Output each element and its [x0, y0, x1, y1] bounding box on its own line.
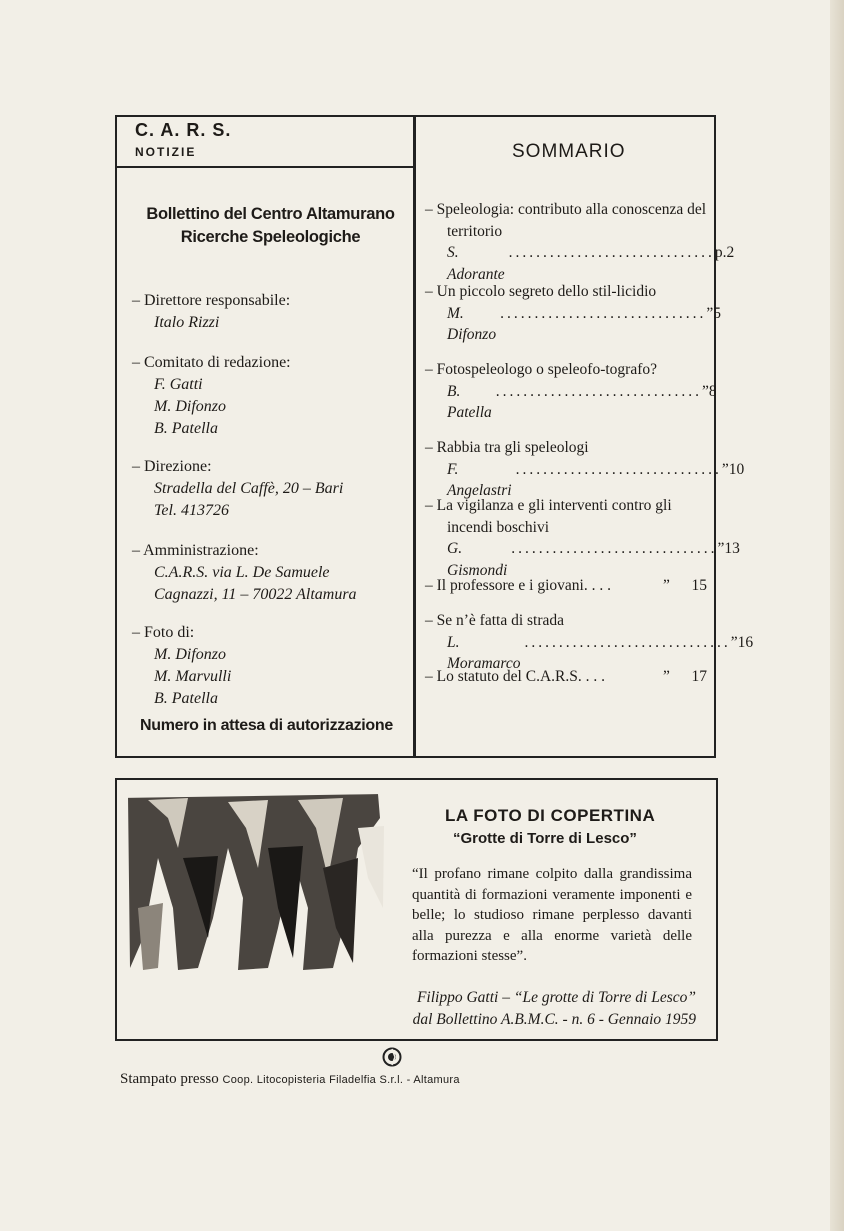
direction-label: – Direzione: — [132, 458, 212, 475]
direction-address: Stradella del Caffè, 20 – Bari — [154, 480, 344, 497]
cover-citation: Filippo Gatti – “Le grotte di Torre di Lesco” — [416, 989, 696, 1006]
page-edge — [830, 0, 844, 1231]
toc-page: 16 — [737, 633, 754, 651]
toc-page-prefix: ” — [717, 540, 725, 557]
toc-page-prefix: ” — [706, 304, 714, 322]
toc-author: G. Gismondi — [447, 540, 508, 579]
photo-credits-block — [132, 622, 231, 710]
printer-credit — [120, 1071, 460, 1088]
toc-entry: – Fotospeleologo o speleofo-tografo? B. Patella .............................. ” 8 — [425, 359, 707, 424]
toc-page: 15 — [691, 577, 707, 594]
admin-address: Cagnazzi, 11 – 70022 Altamura — [154, 586, 357, 603]
toc-title: – Il professore e i giovani. . . . — [425, 577, 611, 594]
admin-block — [132, 540, 357, 606]
bulletin-line: Bollettino del Centro Altamurano — [146, 205, 395, 223]
cave-photo — [118, 788, 386, 973]
toc-entry — [425, 666, 707, 688]
toc-author: F. Angelastri — [447, 460, 512, 499]
toc-entry: – Un piccolo segreto dello stil-licidio M. Difonzo .............................. ” 5 — [425, 281, 707, 346]
toc-page: 17 — [691, 668, 707, 685]
toc-title: – Un piccolo segreto dello stil-licidio — [425, 283, 657, 300]
toc-author: L. Moramarco — [447, 633, 521, 672]
printer-name: Coop. Litocopisteria Filadelfia S.r.l. - Altamura — [222, 1074, 460, 1086]
toc-entry — [425, 575, 707, 597]
photo-label: – Foto di: — [132, 624, 195, 641]
cover-quote: “Il profano rimane colpito dalla grandissima quantità di formazioni veramente imponenti e belle; lo studioso rimane perplesso davanti alla purezza e alla enorme varietà delle formazioni stesse”. — [412, 866, 692, 964]
section-label: NOTIZIE — [135, 145, 197, 159]
toc-page-prefix: ” — [721, 460, 729, 478]
printed-label: Stampato presso — [120, 1071, 219, 1087]
toc-title: – Fotospeleologo o speleofo-tografo? — [425, 361, 658, 378]
cover-subtitle: “Grotte di Torre di Lesco” — [453, 830, 637, 847]
committee-member: F. Gatti — [154, 376, 203, 393]
admin-label: – Amministrazione: — [132, 542, 259, 559]
committee-member: M. Difonzo — [154, 398, 226, 415]
toc-title: – Se n’è fatta di strada — [425, 612, 565, 629]
toc-author: M. Difonzo — [447, 304, 497, 343]
toc-entry: – La vigilanza e gli interventi contro gli incendi boschivi G. Gismondi .............................. ” 13 — [425, 495, 707, 581]
direction-phone: Tel. 413726 — [154, 502, 229, 519]
toc-title: – Speleologia: contributo alla conoscenza del territorio — [425, 201, 707, 240]
toc-page-prefix: ” — [663, 577, 670, 594]
committee-label: – Comitato di redazione: — [132, 354, 291, 371]
director-label: – Direttore responsabile: — [132, 292, 291, 309]
toc-entry: – Se n’è fatta di strada L. Moramarco .............................. ” 16 — [425, 610, 707, 675]
committee-member: B. Patella — [154, 420, 218, 437]
toc-entry: – Rabbia tra gli speleologi F. Angelastri .............................. ” 10 — [425, 437, 707, 502]
toc-title: – Rabbia tra gli speleologi — [425, 439, 589, 456]
toc-page: 10 — [728, 460, 745, 478]
bulletin-line: Ricerche Speleologiche — [180, 228, 361, 246]
toc-page: 8 — [708, 382, 717, 400]
bulletin-name — [128, 203, 413, 249]
toc-title: – La vigilanza e gli interventi contro gli incendi boschivi — [425, 497, 672, 536]
director-name: Italo Rizzi — [154, 314, 220, 331]
authorization-notice: Numero in attesa di autorizzazione — [140, 717, 393, 734]
cover-title: LA FOTO DI COPERTINA — [445, 806, 656, 825]
toc-entry: – Speleologia: contributo alla conoscenza del territorio S. Adorante .............................. p. 2 — [425, 199, 707, 285]
toc-heading: SOMMARIO — [512, 141, 626, 162]
photographer: M. Marvulli — [154, 668, 232, 685]
cover-citation-source: dal Bollettino A.B.M.C. - n. 6 - Gennaio 1959 — [412, 1011, 696, 1028]
toc-page: 13 — [724, 540, 740, 557]
toc-title: – Lo statuto del C.A.R.S. . . . — [425, 668, 605, 685]
toc-page: 5 — [713, 304, 721, 322]
photographer: B. Patella — [154, 690, 218, 707]
toc-page-prefix: ” — [730, 633, 738, 651]
committee-block — [132, 352, 291, 440]
toc-page: 2 — [726, 244, 735, 261]
printer-logo-icon — [382, 1047, 402, 1067]
toc-page-prefix: ” — [663, 668, 670, 685]
org-title: C. A. R. S. — [135, 120, 232, 140]
toc-page-prefix: ” — [702, 382, 709, 400]
photographer: M. Difonzo — [154, 646, 226, 663]
toc-author: S. Adorante — [447, 244, 505, 283]
toc-author: B. Patella — [447, 382, 492, 421]
director-block — [132, 290, 290, 334]
direction-block — [132, 456, 343, 522]
toc-page-prefix: p. — [714, 244, 727, 261]
admin-address: C.A.R.S. via L. De Samuele — [154, 564, 330, 581]
